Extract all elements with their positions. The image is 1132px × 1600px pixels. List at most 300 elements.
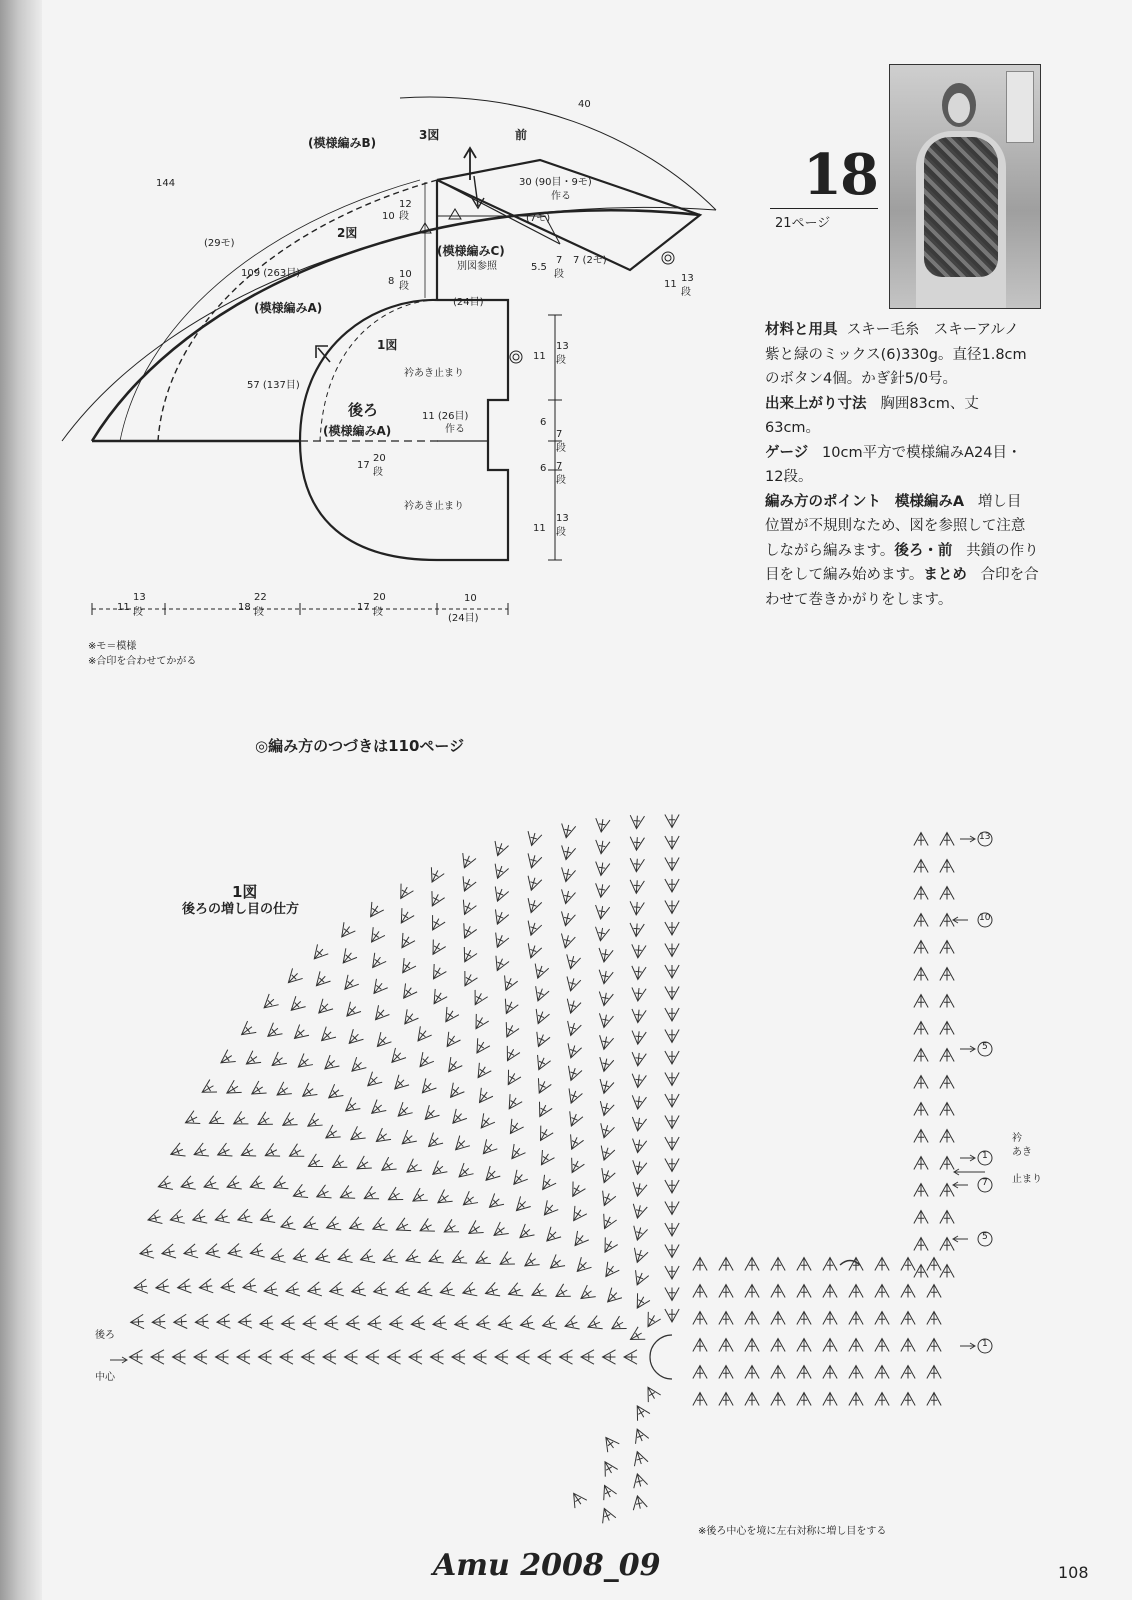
stitch-symbol bbox=[563, 1315, 580, 1333]
neck-stop-label-1: 衿あき止まり bbox=[404, 368, 464, 379]
stitch-symbol bbox=[598, 1214, 617, 1232]
stitch-symbol bbox=[631, 966, 646, 980]
stitch-symbol bbox=[302, 1350, 315, 1364]
stitch-symbol bbox=[665, 1030, 679, 1043]
stitch-symbol bbox=[237, 1350, 250, 1364]
stitch-symbol bbox=[395, 908, 414, 927]
stitch-symbol bbox=[204, 1244, 220, 1261]
stitch-symbol bbox=[525, 831, 542, 847]
stitch-symbol bbox=[491, 933, 509, 950]
stitch-symbol bbox=[629, 901, 644, 915]
stitch-symbol bbox=[367, 1316, 382, 1332]
stitch-symbol bbox=[927, 1339, 941, 1352]
stitch-symbol bbox=[448, 1109, 467, 1128]
stitch-symbol bbox=[201, 1176, 218, 1194]
stitch-symbol bbox=[927, 1366, 941, 1379]
stitch-symbol bbox=[849, 1393, 863, 1406]
stitch-symbol bbox=[597, 1035, 614, 1051]
stitch-symbol bbox=[901, 1366, 915, 1379]
stitch-symbol bbox=[381, 1249, 398, 1267]
stitch-symbol bbox=[797, 1312, 811, 1325]
neck-stop-label-2: 衿あき止まり bbox=[404, 501, 464, 512]
stitch-symbol bbox=[940, 1130, 954, 1143]
stitch-symbol bbox=[693, 1312, 707, 1325]
finish-text-1: 合印を合 bbox=[980, 567, 1039, 583]
stitch-symbol bbox=[901, 1339, 915, 1352]
stitch-symbol bbox=[771, 1339, 785, 1352]
chart-center-ring bbox=[650, 1335, 672, 1379]
rows-dan-5: 段 bbox=[556, 355, 566, 366]
stitch-symbol bbox=[329, 1155, 347, 1174]
stitch-symbol bbox=[593, 927, 609, 942]
rows-13a: 13 bbox=[681, 273, 694, 284]
stitch-symbol bbox=[323, 1350, 336, 1364]
neck-label-3: 止まり bbox=[1012, 1174, 1042, 1185]
stitch-symbol bbox=[564, 1043, 582, 1060]
stitch-symbol bbox=[546, 1254, 565, 1273]
stitch-symbol bbox=[940, 1184, 954, 1197]
stitch-symbol bbox=[271, 1176, 289, 1194]
stitch-symbol bbox=[242, 1051, 261, 1070]
stitch-symbol bbox=[665, 1223, 679, 1236]
stitch-symbol bbox=[338, 948, 357, 967]
stitch-symbol bbox=[797, 1258, 811, 1271]
stitch-symbol bbox=[508, 1170, 527, 1189]
stitch-symbol bbox=[603, 1350, 616, 1364]
stitch-symbol bbox=[366, 1350, 379, 1364]
stitch-symbol bbox=[940, 914, 954, 927]
stitch-symbol bbox=[146, 1210, 162, 1227]
stitch-symbol bbox=[529, 1283, 547, 1302]
stitch-symbol bbox=[597, 970, 613, 985]
stitch-symbol bbox=[168, 1210, 184, 1227]
stitch-symbol bbox=[572, 1257, 591, 1276]
stitch-symbol bbox=[432, 1316, 447, 1332]
stitch-symbol bbox=[521, 1253, 540, 1272]
stitch-symbol bbox=[560, 1350, 573, 1364]
stitch-symbol bbox=[565, 1134, 583, 1152]
stitch-symbol bbox=[849, 1258, 863, 1271]
stitch-symbol bbox=[372, 1128, 391, 1147]
stitch-symbol bbox=[693, 1366, 707, 1379]
stitch-symbol bbox=[631, 1426, 649, 1443]
stitch-symbol bbox=[630, 1182, 647, 1198]
stitch-symbol bbox=[631, 987, 646, 1001]
bottom-10: 10 bbox=[464, 593, 477, 604]
stitch-symbol bbox=[558, 911, 575, 927]
stitch-symbol bbox=[454, 1316, 469, 1332]
stitch-symbol bbox=[248, 1176, 265, 1194]
dim-109: 109 (263目) bbox=[241, 268, 301, 279]
stitch-symbol bbox=[597, 991, 613, 1006]
stitch-symbol bbox=[347, 1057, 366, 1076]
stitch-symbol bbox=[500, 1022, 519, 1040]
stitch-symbol bbox=[416, 1282, 432, 1299]
stitch-symbol bbox=[133, 1279, 148, 1295]
size-heading: 出来上がり寸法 bbox=[765, 395, 867, 412]
stitch-symbol bbox=[347, 1126, 366, 1145]
stitch-symbol bbox=[458, 853, 476, 870]
rows-dan-3: 段 bbox=[554, 269, 564, 280]
dim-40: 40 bbox=[578, 99, 591, 110]
stitch-symbol bbox=[283, 968, 302, 987]
bottom-dan-1: 段 bbox=[133, 607, 143, 618]
stitch-symbol bbox=[533, 1102, 552, 1120]
gauge-text-2: 12段。 bbox=[765, 469, 813, 485]
stitch-symbol bbox=[665, 1159, 679, 1172]
stitch-symbol bbox=[358, 1249, 375, 1267]
stitch-symbol bbox=[531, 1009, 549, 1026]
stitch-symbol bbox=[341, 1097, 360, 1116]
stitch-symbol bbox=[438, 1282, 455, 1299]
stitch-symbol bbox=[797, 1366, 811, 1379]
stitch-symbol bbox=[248, 1081, 267, 1100]
stitch-symbol bbox=[914, 860, 928, 873]
stitch-symbol bbox=[665, 858, 679, 871]
stitch-symbol bbox=[151, 1350, 164, 1364]
stitch-symbol bbox=[238, 1143, 256, 1162]
stitch-symbol bbox=[363, 1072, 382, 1091]
stitch-symbol bbox=[398, 1130, 417, 1149]
stitch-symbol bbox=[199, 1080, 217, 1099]
stitch-symbol bbox=[598, 1482, 617, 1500]
stitch-symbol bbox=[361, 1186, 379, 1205]
stitch-symbol bbox=[478, 1139, 497, 1158]
dim-24me-top: (24目) bbox=[453, 297, 484, 308]
stitch-symbol bbox=[568, 1206, 587, 1225]
neck-label-1: 衿 bbox=[1012, 1133, 1022, 1144]
stitch-symbol bbox=[539, 1200, 558, 1219]
materials-text-2: 紫と緑のミックス(6)330g。直径1.8cm bbox=[765, 346, 1027, 363]
stitch-symbol bbox=[823, 1339, 837, 1352]
stitch-symbol bbox=[665, 879, 679, 892]
stitch-symbol bbox=[559, 867, 576, 883]
stitch-symbol bbox=[532, 1055, 550, 1073]
stitch-symbol bbox=[273, 1082, 292, 1101]
stitch-symbol bbox=[914, 1184, 928, 1197]
stitch-symbol bbox=[631, 1402, 650, 1420]
stitch-symbol bbox=[745, 1366, 759, 1379]
stitch-symbol bbox=[440, 1007, 459, 1026]
stitch-symbol bbox=[226, 1243, 242, 1260]
stitch-symbol bbox=[597, 1101, 614, 1117]
stitch-symbol bbox=[426, 1250, 443, 1268]
stitch-symbol bbox=[431, 1350, 444, 1364]
stitch-symbol bbox=[337, 1185, 355, 1204]
stitch-symbol bbox=[568, 1489, 587, 1508]
stitch-symbol bbox=[627, 1327, 645, 1346]
stitch-symbol bbox=[608, 1316, 626, 1335]
stitch-symbol bbox=[491, 841, 509, 858]
stitch-symbol bbox=[517, 1350, 530, 1364]
stitch-symbol bbox=[314, 1249, 330, 1266]
bottom-22: 22 bbox=[254, 592, 267, 603]
stitch-symbol bbox=[849, 1285, 863, 1298]
stitch-symbol bbox=[409, 1188, 428, 1207]
stitch-symbol bbox=[449, 1250, 467, 1268]
stitch-symbol bbox=[387, 1048, 406, 1067]
stitch-symbol bbox=[849, 1366, 863, 1379]
stitch-symbol bbox=[314, 999, 333, 1018]
page-ref: 21ページ bbox=[775, 216, 831, 231]
stitch-symbol bbox=[417, 1078, 436, 1097]
row-marker-7: 7 bbox=[982, 1178, 988, 1188]
stitch-symbol bbox=[294, 1053, 313, 1072]
stitch-symbol bbox=[719, 1393, 733, 1406]
stitch-symbol bbox=[370, 1217, 388, 1235]
stitch-symbol bbox=[350, 1282, 366, 1299]
stitch-symbol bbox=[914, 1022, 928, 1035]
stitch-symbol bbox=[631, 944, 646, 958]
size-text-2: 63cm。 bbox=[765, 420, 821, 436]
stitch-symbol bbox=[311, 971, 330, 990]
label-pattern-a-back: (模様編みA) bbox=[323, 424, 392, 438]
label-fig2: 2図 bbox=[337, 226, 358, 240]
stitch-symbol bbox=[173, 1314, 187, 1329]
stitch-symbol bbox=[469, 990, 488, 1008]
stitch-symbol bbox=[914, 968, 928, 981]
stitch-symbol bbox=[191, 1209, 208, 1226]
stitch-symbol bbox=[665, 1116, 679, 1129]
dimension-arc-144 bbox=[62, 207, 716, 441]
back-front-text-1: 共鎖の作り bbox=[966, 542, 1039, 559]
stitch-symbol bbox=[292, 1249, 308, 1266]
stitch-symbol bbox=[940, 833, 954, 846]
neck-label-2: あき bbox=[1012, 1147, 1032, 1158]
stitch-symbol bbox=[594, 905, 610, 920]
stitch-symbol bbox=[594, 862, 610, 877]
stitch-symbol bbox=[156, 1176, 173, 1194]
stitch-symbol bbox=[631, 1117, 647, 1132]
row-marker-13: 13 bbox=[979, 832, 991, 842]
stitch-symbol bbox=[497, 1315, 513, 1332]
stitch-symbol bbox=[600, 1262, 619, 1281]
rows-11a: 11 bbox=[664, 279, 677, 290]
stitch-symbol bbox=[452, 1350, 465, 1364]
stitch-symbol bbox=[249, 1243, 265, 1260]
rows-7: 7 bbox=[556, 255, 563, 266]
stitch-symbol bbox=[324, 1216, 341, 1234]
stitch-symbol bbox=[368, 979, 387, 998]
stitch-symbol bbox=[901, 1285, 915, 1298]
rows-dan-8: 段 bbox=[556, 527, 566, 538]
dim-5-5: 5.5 bbox=[531, 262, 547, 273]
stitch-symbol bbox=[531, 964, 549, 981]
stitch-symbol bbox=[559, 889, 576, 905]
stitch-symbol bbox=[195, 1314, 209, 1329]
stitch-symbol bbox=[285, 1282, 300, 1298]
stitch-symbol bbox=[459, 1191, 478, 1210]
bottom-24me: (24目) bbox=[448, 613, 479, 624]
stitch-symbol bbox=[875, 1393, 889, 1406]
center-label-2: 中心 bbox=[95, 1372, 115, 1383]
stitch-symbol bbox=[268, 1052, 287, 1071]
stitch-symbol bbox=[631, 1052, 647, 1067]
stitch-symbol bbox=[875, 1312, 889, 1325]
stitch-symbol bbox=[441, 1032, 460, 1051]
stitch-symbol bbox=[395, 884, 414, 902]
stitch-symbol bbox=[564, 1088, 582, 1105]
chart-subtitle: 後ろの増し目の仕方 bbox=[182, 902, 300, 917]
stitch-symbol bbox=[213, 1209, 230, 1226]
materials-text-1: スキー毛糸 スキーアルノ bbox=[846, 322, 1019, 338]
stitch-symbol bbox=[491, 864, 509, 881]
stitch-symbol bbox=[324, 1084, 343, 1103]
stitch-symbol bbox=[631, 1270, 649, 1287]
stitch-symbol bbox=[428, 989, 447, 1008]
stitch-symbol bbox=[409, 1350, 422, 1364]
stitch-symbol bbox=[642, 1312, 661, 1330]
stitch-symbol bbox=[630, 1160, 646, 1175]
stitch-symbol bbox=[565, 1111, 583, 1128]
stitch-symbol bbox=[182, 1244, 198, 1261]
stitch-symbol bbox=[665, 965, 679, 978]
rows-13b: 13 bbox=[556, 341, 569, 352]
stitch-symbol bbox=[597, 1146, 615, 1163]
stitch-symbol bbox=[940, 995, 954, 1008]
stitch-symbol bbox=[403, 1159, 422, 1178]
stitch-symbol bbox=[927, 1393, 941, 1406]
stitch-symbol bbox=[629, 815, 644, 829]
stitch-symbol bbox=[506, 1144, 525, 1163]
stitch-symbol bbox=[875, 1285, 889, 1298]
stitch-symbol bbox=[301, 1216, 318, 1234]
stitch-symbol bbox=[393, 1102, 412, 1121]
stitch-symbol bbox=[600, 1433, 619, 1452]
stitch-symbol bbox=[594, 818, 610, 833]
stitch-symbol bbox=[914, 1103, 928, 1116]
stitch-symbol bbox=[280, 1350, 293, 1364]
stitch-symbol bbox=[215, 1143, 233, 1161]
stitch-symbol bbox=[515, 1224, 534, 1243]
stitch-symbol bbox=[475, 1315, 490, 1331]
rows-20: 20 bbox=[373, 453, 386, 464]
stitch-symbol bbox=[499, 975, 517, 993]
stitch-symbol bbox=[173, 1350, 186, 1364]
stitch-symbol bbox=[594, 883, 610, 898]
stitch-symbol bbox=[564, 999, 581, 1015]
make-label-2: 作る bbox=[445, 424, 465, 435]
stitch-symbol bbox=[286, 996, 305, 1015]
stitch-symbol bbox=[216, 1350, 229, 1364]
stitch-symbol bbox=[410, 1316, 425, 1332]
stitch-symbol bbox=[745, 1312, 759, 1325]
stitch-symbol bbox=[849, 1312, 863, 1325]
stitch-symbol bbox=[914, 887, 928, 900]
stitch-symbol bbox=[577, 1285, 596, 1304]
dim-57: 57 (137目) bbox=[247, 380, 300, 391]
stitch-symbol bbox=[597, 1057, 614, 1073]
label-pattern-b: (模様編みB) bbox=[308, 136, 377, 150]
stitch-symbol bbox=[309, 944, 328, 963]
center-label-1: 後ろ bbox=[95, 1330, 115, 1341]
pattern-number-rule bbox=[770, 208, 878, 209]
stitch-symbol bbox=[665, 1202, 679, 1215]
stitch-symbol bbox=[823, 1312, 837, 1325]
stitch-symbol bbox=[597, 1123, 614, 1140]
stitch-symbol bbox=[665, 944, 679, 957]
stitch-symbol bbox=[823, 1285, 837, 1298]
stitch-symbol bbox=[412, 1026, 431, 1045]
gauge-heading: ゲージ bbox=[765, 444, 809, 461]
bottom-11: 11 bbox=[117, 602, 130, 613]
page-number: 108 bbox=[1058, 1563, 1089, 1582]
stitch-symbol bbox=[427, 964, 446, 983]
stitch-symbol bbox=[217, 1050, 236, 1069]
size-text-1: 胸囲83cm、丈 bbox=[880, 395, 979, 412]
stitch-symbol bbox=[139, 1244, 155, 1261]
stitch-symbol bbox=[420, 1105, 439, 1124]
points-text-3: しながら編みます。 bbox=[765, 542, 895, 559]
brand-footer: Amu 2008_09 bbox=[433, 1548, 661, 1583]
stitch-symbol bbox=[914, 1049, 928, 1062]
stitch-symbol bbox=[403, 1249, 420, 1267]
rows-6b: 6 bbox=[540, 463, 547, 474]
dim-29mo: (29モ) bbox=[204, 238, 235, 249]
back-front-text-2: 目をして編み始めます。 bbox=[765, 567, 924, 583]
stitch-symbol bbox=[434, 1190, 453, 1209]
rows-dan-4: 段 bbox=[681, 287, 691, 298]
stitch-symbol bbox=[263, 1023, 282, 1042]
stitch-symbol bbox=[481, 1166, 500, 1185]
stitch-symbol bbox=[771, 1312, 785, 1325]
stitch-symbol bbox=[152, 1314, 166, 1329]
stitch-symbol bbox=[665, 1137, 679, 1150]
stitch-symbol bbox=[559, 824, 576, 840]
stitch-symbol bbox=[365, 902, 384, 921]
stitch-symbol bbox=[459, 971, 478, 989]
stitch-symbol bbox=[485, 1193, 504, 1212]
stitch-symbol bbox=[914, 941, 928, 954]
stitch-symbol bbox=[564, 1066, 582, 1083]
stitch-symbol bbox=[665, 836, 679, 849]
stitch-symbol bbox=[665, 1266, 679, 1279]
stitch-symbol bbox=[451, 1136, 470, 1155]
stitch-symbol bbox=[940, 1022, 954, 1035]
stitch-symbol bbox=[719, 1312, 733, 1325]
stitch-symbol bbox=[328, 1282, 344, 1299]
rows-11c: 11 bbox=[533, 523, 546, 534]
stitch-symbol bbox=[269, 1249, 285, 1266]
stitch-symbol bbox=[426, 891, 445, 909]
bottom-17: 17 bbox=[357, 602, 370, 613]
dim-144: 144 bbox=[156, 178, 176, 189]
stitch-symbol bbox=[642, 1384, 661, 1402]
stitch-symbol bbox=[424, 1133, 443, 1152]
row-marker-10: 10 bbox=[979, 913, 991, 923]
stitch-symbol bbox=[474, 1088, 493, 1107]
stitch-symbol bbox=[302, 1316, 316, 1331]
stitch-symbol bbox=[198, 1279, 213, 1295]
stitch-symbol bbox=[797, 1285, 811, 1298]
stitch-symbol bbox=[206, 1111, 224, 1130]
stitch-symbol bbox=[230, 1111, 248, 1130]
stitch-symbol bbox=[320, 1055, 339, 1074]
stitch-symbol bbox=[366, 927, 385, 946]
stitch-symbol bbox=[631, 1009, 647, 1023]
stitch-symbol bbox=[342, 1002, 361, 1021]
label-back: 後ろ bbox=[348, 401, 379, 419]
stitch-symbol bbox=[388, 1350, 401, 1364]
rows-7b: 7 bbox=[556, 461, 563, 472]
stitch-symbol bbox=[306, 1282, 321, 1298]
stitch-symbol bbox=[552, 1284, 570, 1303]
back-front-heading: 後ろ・前 bbox=[894, 542, 953, 559]
dim-11-26: 11 (26目) bbox=[422, 411, 469, 422]
rows-dan-2: 段 bbox=[399, 281, 409, 292]
stitch-symbol bbox=[534, 1126, 553, 1144]
stitch-symbol bbox=[914, 1265, 928, 1278]
